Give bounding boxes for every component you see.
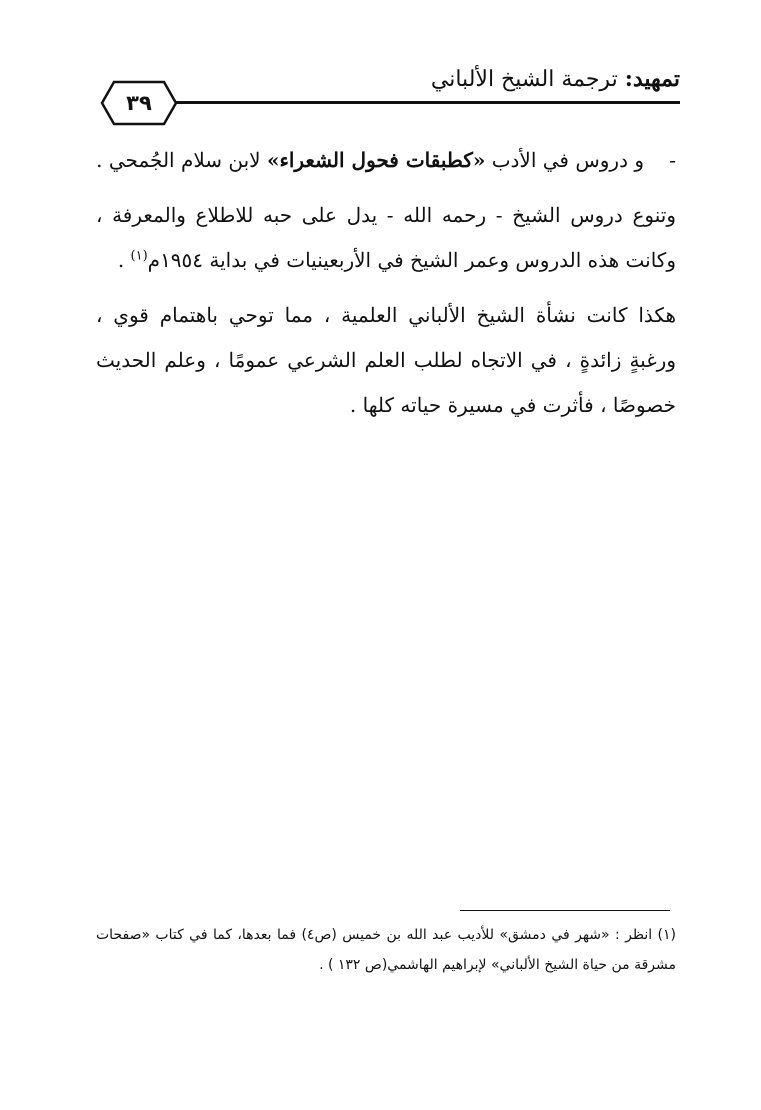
footnote-rule — [460, 910, 670, 911]
bullet-dash: - — [669, 148, 676, 172]
header-title-rest: ترجمة الشيخ الألباني — [430, 67, 625, 92]
paragraph-1 — [96, 193, 676, 283]
paragraph-1-end: . — [117, 248, 131, 272]
bullet-text-after: لابن سلام الجُمحي . — [96, 148, 267, 172]
footnote-reference[interactable]: (١) — [130, 248, 148, 264]
paragraph-2: هكذا كانت نشأة الشيخ الألباني العلمية ، مما توحي باهتمام قوي ، ورغبةٍ زائدةٍ ، في الاتجاه لطلب العلم الشرعي عمومًا ، وعلم الحديث خصوصًا ، فأثرت في مسيرة حياته كلها . — [96, 303, 676, 417]
footnote — [96, 920, 676, 980]
header-title-lead: تمهيد: — [624, 66, 680, 92]
page-number-frame — [100, 80, 178, 126]
bullet-text-before: و دروس في الأدب — [485, 148, 644, 172]
bullet-item — [96, 138, 676, 183]
page-header — [100, 60, 680, 140]
header-rule — [160, 101, 680, 104]
page-number: ٣٩ — [126, 91, 152, 115]
paragraph-1-text: وتنوع دروس الشيخ - رحمه الله - يدل على حبه للاطلاع والمعرفة ، وكانت هذه الدروس وعمر الشيخ في الأربعينيات في بداية ١٩٥٤م — [96, 203, 676, 272]
book-title-bold: «كطبقات فحول الشعراء» — [266, 148, 486, 172]
footnote-text: (١) انظر : «شهر في دمشق» للأديب عبد الله بن خميس (ص٤) فما بعدها، كما في كتاب «صفحات مشرقة من حياة الشيخ الألباني» لإبراهيم الهاشمي(ص ١٣٢ ) . — [96, 927, 676, 973]
running-header — [431, 66, 680, 92]
main-text — [96, 138, 676, 438]
